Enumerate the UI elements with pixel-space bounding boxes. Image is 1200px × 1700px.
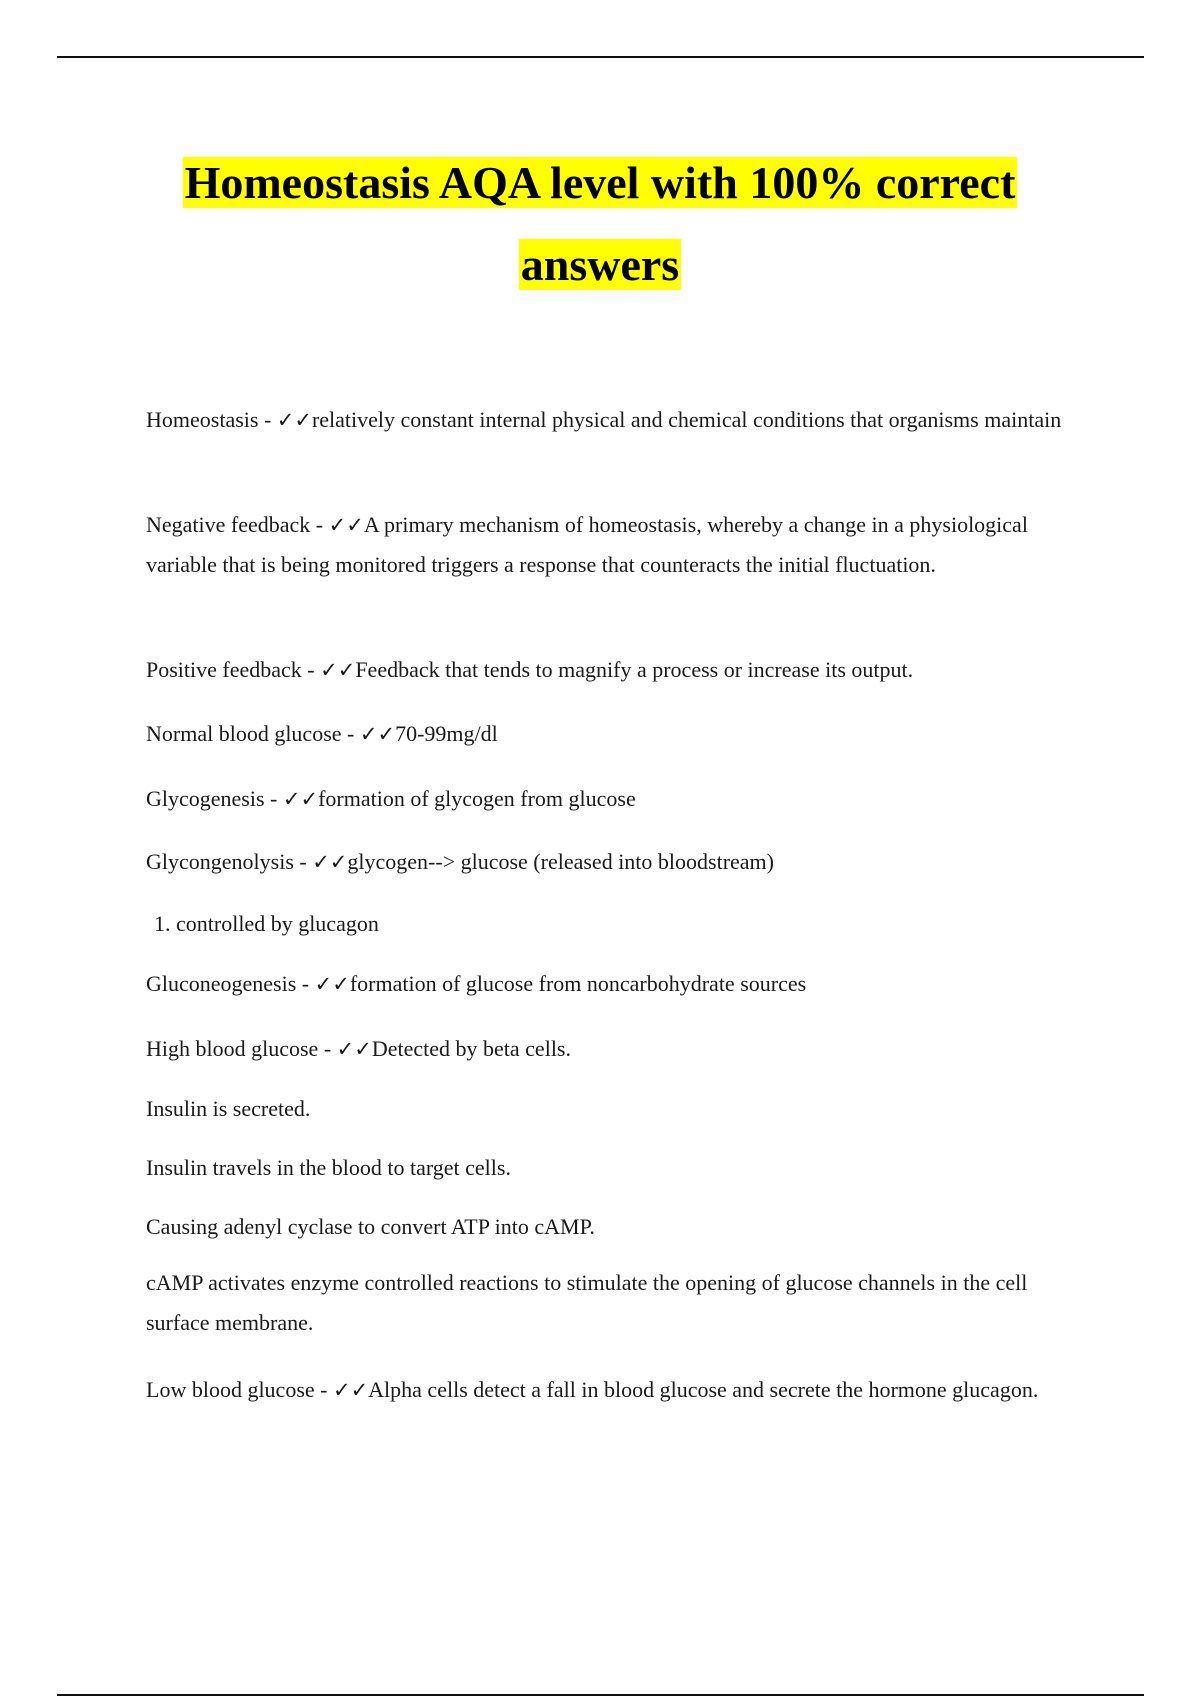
list-item: 1. controlled by glucagon — [154, 911, 379, 936]
entry-definition: 70-99mg/dl — [395, 721, 498, 746]
paragraph-insulin-travels: Insulin travels in the blood to target cells. — [146, 1155, 511, 1180]
entry-definition: A primary mechanism of homeostasis, whereby a change in a physiological variable that is being monitored triggers a response that counteracts the initial fluctuation. — [146, 512, 1028, 577]
entry-positive-feedback — [146, 648, 1086, 692]
entry-term: Homeostasis - — [146, 407, 277, 432]
entry-negative-feedback — [146, 505, 1086, 585]
entry-definition: formation of glycogen from glucose — [318, 786, 636, 811]
check-icon: ✓✓ — [332, 1378, 369, 1402]
entry-normal-blood-glucose — [146, 712, 1086, 756]
check-icon: ✓✓ — [328, 513, 364, 537]
title-line-2: answers — [520, 239, 680, 290]
entry-definition: relatively constant internal physical and chemical conditions that organisms maintain — [311, 407, 1062, 432]
entry-definition: glycogen--> glucose (released into bloodstream) — [347, 849, 774, 874]
check-icon: ✓✓ — [276, 408, 312, 432]
entry-low-blood-glucose — [146, 1368, 1086, 1412]
check-icon: ✓✓ — [312, 850, 348, 874]
entry-gluconeogenesis — [146, 962, 1086, 1006]
entry-term: Glycongenolysis - — [146, 849, 313, 874]
check-icon: ✓✓ — [282, 787, 319, 811]
paragraph-camp: cAMP activates enzyme controlled reactions to stimulate the opening of glucose channels in the cell surface membrane. — [146, 1270, 1028, 1335]
entry-definition: Feedback that tends to magnify a process or increase its output. — [355, 657, 914, 682]
check-icon: ✓✓ — [314, 972, 350, 996]
entry-definition: formation of glucose from noncarbohydrate sources — [349, 971, 807, 996]
entry-high-blood-glucose — [146, 1027, 1086, 1071]
entry-definition: Detected by beta cells. — [371, 1036, 571, 1061]
header-rule — [57, 56, 1144, 58]
title-line-1: Homeostasis AQA level with 100% correct — [184, 157, 1016, 208]
paragraph-adenyl-cyclase: Causing adenyl cyclase to convert ATP into cAMP. — [146, 1214, 595, 1239]
entry-term: Normal blood glucose - — [146, 721, 360, 746]
entry-glycongenolysis — [146, 840, 1086, 884]
entry-term: Glycogenesis - — [146, 786, 283, 811]
check-icon: ✓✓ — [359, 722, 396, 746]
entry-term: Low blood glucose - — [146, 1377, 333, 1402]
entry-definition: Alpha cells detect a fall in blood glucose and secrete the hormone glucagon. — [368, 1377, 1039, 1402]
check-icon: ✓✓ — [320, 658, 356, 682]
entry-homeostasis — [146, 398, 1086, 442]
paragraph-insulin-secreted: Insulin is secreted. — [146, 1096, 311, 1121]
check-icon: ✓✓ — [336, 1037, 372, 1061]
entry-term: Positive feedback - — [146, 657, 321, 682]
entry-term: High blood glucose - — [146, 1036, 337, 1061]
entry-term: Gluconeogenesis - — [146, 971, 315, 996]
entry-glycogenesis — [146, 777, 1086, 821]
entry-term: Negative feedback - — [146, 512, 329, 537]
footer-rule — [57, 1694, 1144, 1696]
document-title — [0, 142, 1200, 306]
